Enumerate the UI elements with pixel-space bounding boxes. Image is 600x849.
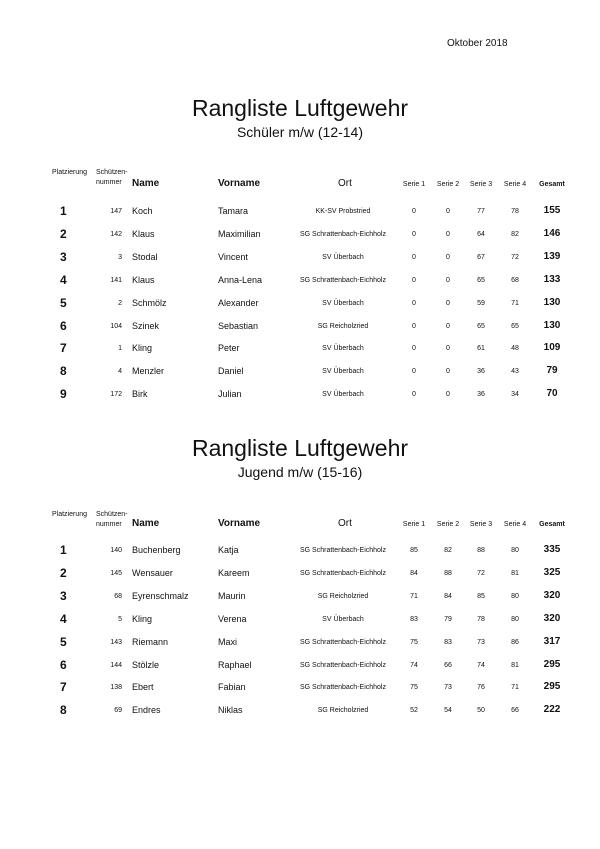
section-2-subtitle: Jugend m/w (15-16) bbox=[237, 464, 363, 480]
shooter-number-cell: 3 bbox=[118, 254, 122, 261]
rank-cell: 8 bbox=[60, 703, 67, 717]
club-cell: SG Reicholzried bbox=[317, 707, 369, 714]
shooter-number-cell: 172 bbox=[110, 391, 122, 398]
series-4-cell: 71 bbox=[511, 300, 519, 307]
series-1-cell: 0 bbox=[412, 368, 416, 375]
shooter-number-cell: 5 bbox=[118, 616, 122, 623]
document-date: Oktober 2018 bbox=[447, 38, 508, 49]
surname-cell: Klaus bbox=[132, 229, 155, 239]
club-cell: SG Schrattenbach-Eichholz bbox=[300, 662, 386, 669]
series-2-cell: 83 bbox=[444, 639, 452, 646]
first-name-cell: Sebastian bbox=[218, 321, 259, 331]
series-4-cell: 68 bbox=[511, 277, 519, 284]
surname-cell: Endres bbox=[132, 705, 161, 715]
surname-cell: Birk bbox=[132, 389, 148, 399]
series-4-cell: 78 bbox=[511, 208, 519, 215]
series-1-cell: 0 bbox=[412, 231, 416, 238]
surname-cell: Ebert bbox=[132, 682, 154, 692]
rank-cell: 4 bbox=[60, 273, 67, 287]
rank-cell: 8 bbox=[60, 364, 67, 378]
club-cell: SG Schrattenbach-Eichholz bbox=[300, 684, 386, 691]
shooter-number-cell: 144 bbox=[110, 662, 122, 669]
rank-cell: 5 bbox=[60, 296, 67, 310]
series-4-cell: 71 bbox=[511, 684, 519, 691]
first-name-cell: Maurin bbox=[218, 591, 246, 601]
club-cell: SV Überbach bbox=[322, 345, 364, 352]
club-cell: SG Schrattenbach-Eichholz bbox=[300, 277, 386, 284]
surname-cell: Klaus bbox=[132, 275, 155, 285]
club-cell: SG Schrattenbach-Eichholz bbox=[300, 547, 386, 554]
total-cell: 155 bbox=[543, 205, 561, 216]
series-4-cell: 81 bbox=[511, 570, 519, 577]
series-1-cell: 0 bbox=[412, 391, 416, 398]
series-2-cell: 0 bbox=[446, 254, 450, 261]
series-1-cell: 84 bbox=[410, 570, 418, 577]
shooter-number-cell: 138 bbox=[110, 684, 122, 691]
surname-cell: Stodal bbox=[132, 252, 158, 262]
rank-cell: 4 bbox=[60, 612, 67, 626]
surname-cell: Wensauer bbox=[132, 568, 173, 578]
total-cell: 79 bbox=[546, 365, 558, 376]
series-1-cell: 52 bbox=[410, 707, 418, 714]
series-2-cell: 84 bbox=[444, 593, 452, 600]
shooter-number-cell: 145 bbox=[110, 570, 122, 577]
rank-cell: 1 bbox=[60, 543, 67, 557]
surname-cell: Koch bbox=[132, 206, 153, 216]
series-2-cell: 0 bbox=[446, 231, 450, 238]
series-4-cell: 72 bbox=[511, 254, 519, 261]
first-name-cell: Kareem bbox=[218, 568, 250, 578]
first-name-cell: Katja bbox=[218, 545, 239, 555]
first-name-cell: Fabian bbox=[218, 682, 246, 692]
shooter-number-cell: 68 bbox=[114, 593, 122, 600]
first-name-cell: Tamara bbox=[218, 206, 249, 216]
shooter-number-cell: 142 bbox=[110, 231, 122, 238]
series-4-cell: 65 bbox=[511, 323, 519, 330]
header-name: Name bbox=[132, 518, 160, 529]
surname-cell: Menzler bbox=[132, 366, 165, 376]
rank-cell: 3 bbox=[60, 589, 67, 603]
total-cell: 295 bbox=[543, 681, 561, 692]
series-3-cell: 77 bbox=[477, 208, 485, 215]
series-2-cell: 0 bbox=[446, 368, 450, 375]
first-name-cell: Alexander bbox=[218, 298, 259, 308]
series-1-cell: 85 bbox=[410, 547, 418, 554]
first-name-cell: Maximilian bbox=[218, 229, 261, 239]
series-2-cell: 0 bbox=[446, 391, 450, 398]
series-4-cell: 48 bbox=[511, 345, 519, 352]
series-1-cell: 71 bbox=[410, 593, 418, 600]
series-2-cell: 66 bbox=[444, 662, 452, 669]
rank-cell: 1 bbox=[60, 204, 67, 218]
series-4-cell: 66 bbox=[511, 707, 519, 714]
total-cell: 295 bbox=[543, 659, 561, 670]
series-1-cell: 0 bbox=[412, 277, 416, 284]
header-gesamt: Gesamt bbox=[539, 181, 565, 188]
first-name-cell: Verena bbox=[218, 614, 247, 624]
rank-cell: 3 bbox=[60, 250, 67, 264]
header-gesamt: Gesamt bbox=[539, 521, 565, 528]
shooter-number-cell: 147 bbox=[110, 208, 122, 215]
club-cell: SG Reicholzried bbox=[317, 593, 369, 600]
series-4-cell: 81 bbox=[511, 662, 519, 669]
first-name-cell: Raphael bbox=[218, 660, 252, 670]
total-cell: 70 bbox=[546, 388, 558, 399]
series-2-cell: 73 bbox=[444, 684, 452, 691]
shooter-number-cell: 104 bbox=[110, 323, 122, 330]
series-1-cell: 75 bbox=[410, 639, 418, 646]
header-name: Name bbox=[132, 178, 160, 189]
total-cell: 130 bbox=[543, 297, 561, 308]
section-1-subtitle: Schüler m/w (12-14) bbox=[236, 124, 364, 140]
header-schuetzen-2: nummer bbox=[96, 521, 122, 528]
rank-cell: 9 bbox=[60, 387, 67, 401]
total-cell: 320 bbox=[543, 590, 561, 601]
series-2-cell: 0 bbox=[446, 300, 450, 307]
club-cell: SG Schrattenbach-Eichholz bbox=[300, 639, 386, 646]
club-cell: SV Überbach bbox=[322, 254, 364, 261]
rank-cell: 5 bbox=[60, 635, 67, 649]
series-3-cell: 36 bbox=[477, 368, 485, 375]
series-2-cell: 0 bbox=[446, 323, 450, 330]
section-2-title: Rangliste Luftgewehr bbox=[191, 435, 409, 461]
shooter-number-cell: 140 bbox=[110, 547, 122, 554]
rank-cell: 6 bbox=[60, 319, 67, 333]
surname-cell: Buchenberg bbox=[132, 545, 181, 555]
header-serie-3: Serie 3 bbox=[469, 181, 493, 188]
club-cell: SV Überbach bbox=[322, 391, 364, 398]
series-2-cell: 88 bbox=[444, 570, 452, 577]
series-1-cell: 0 bbox=[412, 300, 416, 307]
surname-cell: Schmölz bbox=[132, 298, 167, 308]
shooter-number-cell: 69 bbox=[114, 707, 122, 714]
surname-cell: Eyrenschmalz bbox=[132, 591, 189, 601]
rank-cell: 7 bbox=[60, 680, 67, 694]
first-name-cell: Niklas bbox=[218, 705, 243, 715]
series-3-cell: 65 bbox=[477, 277, 485, 284]
series-2-cell: 0 bbox=[446, 277, 450, 284]
series-2-cell: 0 bbox=[446, 208, 450, 215]
series-1-cell: 0 bbox=[412, 345, 416, 352]
total-cell: 139 bbox=[543, 251, 561, 262]
header-ort: Ort bbox=[338, 178, 352, 189]
club-cell: SG Schrattenbach-Eichholz bbox=[300, 231, 386, 238]
shooter-number-cell: 143 bbox=[110, 639, 122, 646]
header-vorname: Vorname bbox=[218, 178, 261, 189]
series-4-cell: 34 bbox=[511, 391, 519, 398]
series-3-cell: 74 bbox=[477, 662, 485, 669]
surname-cell: Kling bbox=[132, 343, 153, 353]
series-3-cell: 78 bbox=[477, 616, 485, 623]
club-cell: SG Reicholzried bbox=[317, 323, 369, 330]
header-serie-4: Serie 4 bbox=[503, 521, 527, 528]
series-4-cell: 86 bbox=[511, 639, 519, 646]
series-4-cell: 80 bbox=[511, 547, 519, 554]
club-cell: SG Schrattenbach-Eichholz bbox=[300, 570, 386, 577]
club-cell: SV Überbach bbox=[322, 616, 364, 623]
series-4-cell: 43 bbox=[511, 368, 519, 375]
total-cell: 130 bbox=[543, 320, 561, 331]
series-4-cell: 82 bbox=[511, 231, 519, 238]
header-serie-2: Serie 2 bbox=[436, 181, 460, 188]
rank-cell: 2 bbox=[60, 566, 67, 580]
series-3-cell: 50 bbox=[477, 707, 485, 714]
shooter-number-cell: 4 bbox=[118, 368, 122, 375]
first-name-cell: Anna-Lena bbox=[218, 275, 263, 285]
first-name-cell: Peter bbox=[218, 343, 240, 353]
series-4-cell: 80 bbox=[511, 616, 519, 623]
total-cell: 325 bbox=[543, 567, 561, 578]
section-1-title: Rangliste Luftgewehr bbox=[191, 95, 409, 121]
header-schuetzen-1: Schützen- bbox=[96, 169, 128, 176]
surname-cell: Stölzle bbox=[132, 660, 160, 670]
series-3-cell: 73 bbox=[477, 639, 485, 646]
series-3-cell: 59 bbox=[477, 300, 485, 307]
series-4-cell: 80 bbox=[511, 593, 519, 600]
series-3-cell: 67 bbox=[477, 254, 485, 261]
header-serie-3: Serie 3 bbox=[469, 521, 493, 528]
series-3-cell: 85 bbox=[477, 593, 485, 600]
series-3-cell: 65 bbox=[477, 323, 485, 330]
series-1-cell: 83 bbox=[410, 616, 418, 623]
series-2-cell: 82 bbox=[444, 547, 452, 554]
header-vorname: Vorname bbox=[218, 518, 261, 529]
series-1-cell: 74 bbox=[410, 662, 418, 669]
series-1-cell: 0 bbox=[412, 323, 416, 330]
rank-cell: 6 bbox=[60, 658, 67, 672]
header-platzierung: Platzierung bbox=[52, 169, 88, 176]
total-cell: 335 bbox=[543, 544, 561, 555]
series-1-cell: 0 bbox=[412, 254, 416, 261]
header-schuetzen-1: Schützen- bbox=[96, 511, 128, 518]
first-name-cell: Julian bbox=[218, 389, 242, 399]
surname-cell: Szinek bbox=[132, 321, 160, 331]
shooter-number-cell: 2 bbox=[118, 300, 122, 307]
total-cell: 109 bbox=[543, 342, 561, 353]
series-3-cell: 72 bbox=[477, 570, 485, 577]
header-serie-2: Serie 2 bbox=[436, 521, 460, 528]
club-cell: KK-SV Probstried bbox=[315, 208, 371, 215]
series-2-cell: 79 bbox=[444, 616, 452, 623]
series-1-cell: 75 bbox=[410, 684, 418, 691]
shooter-number-cell: 141 bbox=[110, 277, 122, 284]
surname-cell: Riemann bbox=[132, 637, 169, 647]
surname-cell: Kling bbox=[132, 614, 153, 624]
series-3-cell: 88 bbox=[477, 547, 485, 554]
total-cell: 133 bbox=[543, 274, 561, 285]
series-2-cell: 54 bbox=[444, 707, 452, 714]
series-3-cell: 64 bbox=[477, 231, 485, 238]
total-cell: 222 bbox=[543, 704, 561, 715]
club-cell: SV Überbach bbox=[322, 300, 364, 307]
header-serie-1: Serie 1 bbox=[402, 521, 426, 528]
total-cell: 317 bbox=[543, 636, 561, 647]
series-1-cell: 0 bbox=[412, 208, 416, 215]
rank-cell: 2 bbox=[60, 227, 67, 241]
first-name-cell: Vincent bbox=[218, 252, 248, 262]
first-name-cell: Maxi bbox=[218, 637, 238, 647]
header-ort: Ort bbox=[338, 518, 352, 529]
series-3-cell: 61 bbox=[477, 345, 485, 352]
series-2-cell: 0 bbox=[446, 345, 450, 352]
club-cell: SV Überbach bbox=[322, 368, 364, 375]
rank-cell: 7 bbox=[60, 341, 67, 355]
header-serie-4: Serie 4 bbox=[503, 181, 527, 188]
shooter-number-cell: 1 bbox=[118, 345, 122, 352]
header-schuetzen-2: nummer bbox=[96, 179, 122, 186]
series-3-cell: 76 bbox=[477, 684, 485, 691]
header-platzierung: Platzierung bbox=[52, 511, 88, 518]
series-3-cell: 36 bbox=[477, 391, 485, 398]
total-cell: 146 bbox=[543, 228, 561, 239]
total-cell: 320 bbox=[543, 613, 561, 624]
first-name-cell: Daniel bbox=[218, 366, 244, 376]
header-serie-1: Serie 1 bbox=[402, 181, 426, 188]
